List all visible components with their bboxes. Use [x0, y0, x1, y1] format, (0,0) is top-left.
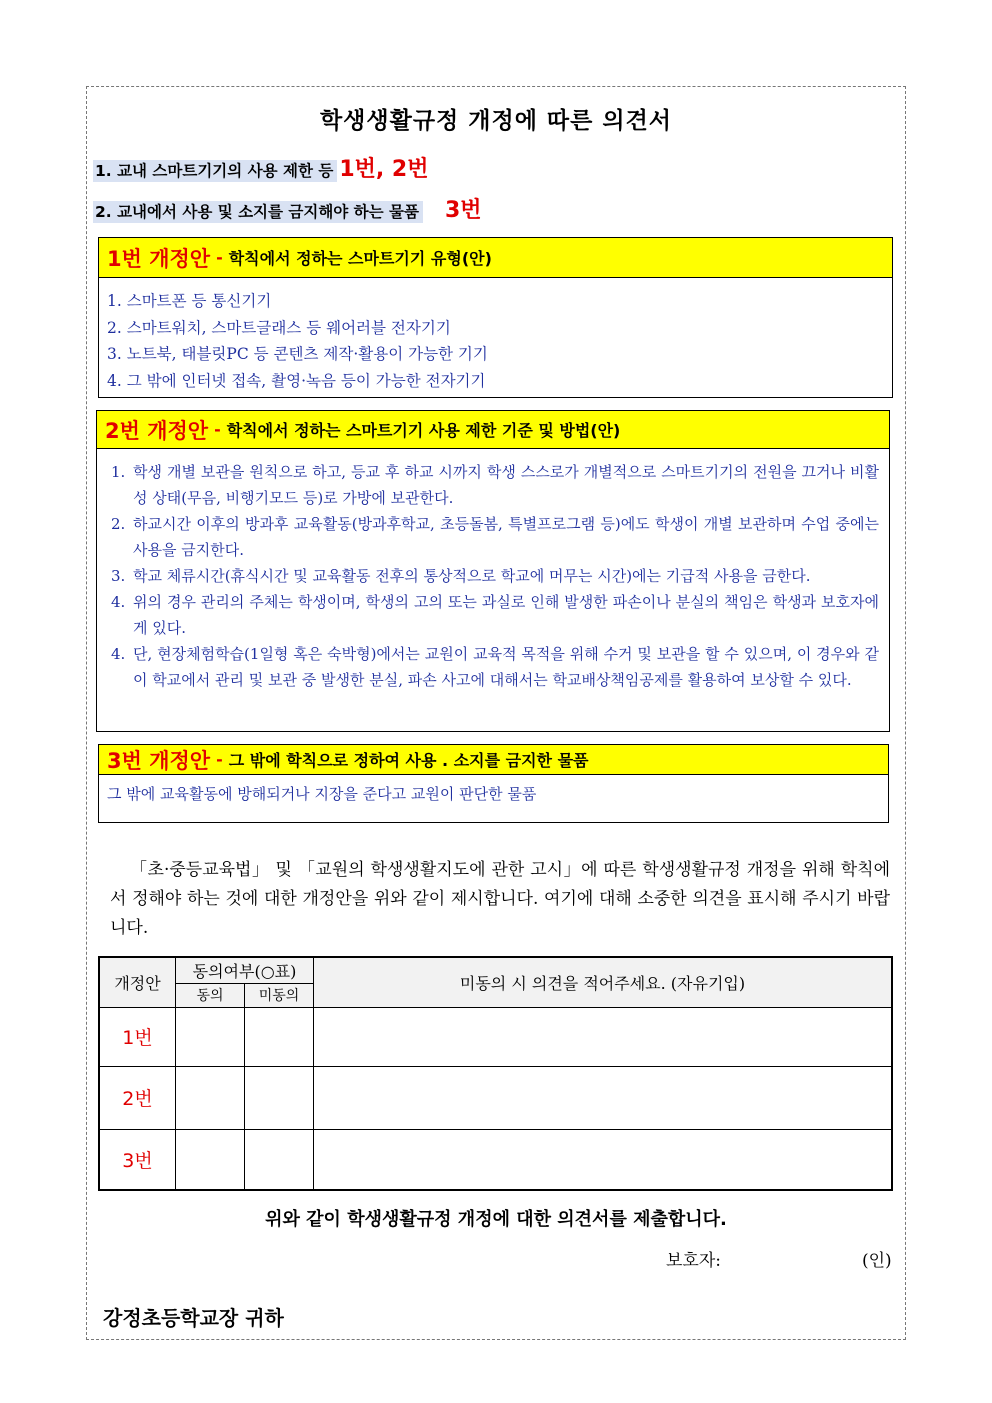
agree-cell[interactable] — [176, 1007, 245, 1066]
row-label: 3번 — [99, 1129, 176, 1190]
list-item: 3. 노트북, 태블릿PC 등 콘텐츠 제작·활용이 가능한 기기 — [107, 345, 488, 363]
document-title: 학생생활규정 개정에 따른 의견서 — [319, 108, 673, 134]
list-item-text: 단, 현장체험학습(1일형 혹은 숙박형)에서는 교원이 교육적 목적을 위해 수거 및 보관을 할 수 있으며, 이 경우와 같이 학교에서 관리 및 보관 중 발생한 분실, 파손 사고에 대해서는 학교배상책임공제를 활용하여 보상할 수 있다. — [133, 645, 879, 689]
list-item: 2. 스마트워치, 스마트글래스 등 웨어러블 전자기기 — [107, 318, 451, 337]
proposal-3-header — [99, 745, 888, 775]
proposal-1-header — [99, 238, 892, 278]
list-item — [111, 459, 879, 511]
opinion-cell[interactable] — [314, 1007, 893, 1066]
guardian-label: 보호자: — [666, 1251, 721, 1271]
proposal-3-number: 3번 개정안 — [107, 748, 211, 773]
agenda-item-nums: 3번 — [444, 198, 482, 223]
row-label: 1번 — [99, 1007, 176, 1066]
list-item-text: 학교 체류시간(휴식시간 및 교육활동 전후의 통상적으로 학교에 머무는 시간)에는 기급적 사용을 금한다. — [133, 567, 811, 585]
col-proposal-header: 개정안 — [99, 957, 176, 1007]
list-item-text: 위의 경우 관리의 주체는 학생이며, 학생의 고의 또는 과실로 인해 발생한 파손이나 분실의 책임은 학생과 보호자에게 있다. — [133, 593, 879, 637]
opinion-cell[interactable] — [314, 1066, 893, 1129]
opinion-cell[interactable] — [314, 1129, 893, 1190]
agree-cell[interactable] — [176, 1129, 245, 1190]
agenda-item-text: 1. 교내 스마트기기의 사용 제한 등 — [93, 160, 337, 182]
list-item-number: 3. — [111, 567, 126, 585]
agenda-item-2 — [93, 193, 482, 224]
proposal-2-number: 2번 개정안 — [105, 418, 209, 443]
table-row — [99, 1129, 892, 1190]
list-item-number: 4. — [111, 645, 126, 663]
proposal-1-box — [98, 237, 893, 398]
disagree-cell[interactable] — [245, 1007, 314, 1066]
table-header-row — [99, 957, 892, 983]
disagree-cell[interactable] — [245, 1066, 314, 1129]
proposal-3-box — [98, 744, 889, 823]
list-item-number: 4. — [111, 593, 126, 611]
proposal-3-dash: - — [216, 750, 223, 769]
submit-statement: 위와 같이 학생생활규정 개정에 대한 의견서를 제출합니다. — [265, 1209, 727, 1230]
list-item — [111, 589, 879, 641]
agree-cell[interactable] — [176, 1066, 245, 1129]
table-row — [99, 1007, 892, 1066]
col-disagree-header: 미동의 — [245, 983, 314, 1007]
proposal-1-dash: - — [216, 248, 223, 267]
col-consent-header: 동의여부(○표) — [176, 957, 314, 983]
list-item: 4. 그 밖에 인터넷 접속, 촬영·녹음 등이 가능한 전자기기 — [107, 371, 486, 390]
proposal-2-box — [96, 410, 890, 732]
row-label: 2번 — [99, 1066, 176, 1129]
addressee: 강정초등학교장 귀하 — [103, 1306, 284, 1330]
instruction-paragraph: 「초·중등교육법」 및 「교원의 학생생활지도에 관한 고시」에 따른 학생생활규정 개정을 위해 학칙에서 정해야 하는 것에 대한 개정안을 위와 같이 제시합니다. 여기에 대해 소중한 의견을 표시해 주시기 바랍니다. — [110, 860, 890, 938]
agenda-item-1 — [93, 152, 428, 183]
proposal-1-list — [99, 278, 892, 394]
list-item — [111, 511, 879, 563]
table-row — [99, 1066, 892, 1129]
agenda-item-nums: 1번, 2번 — [339, 157, 429, 182]
list-item-number: 2. — [111, 515, 126, 533]
list-item-text: 하교시간 이후의 방과후 교육활동(방과후학교, 초등돌봄, 특별프로그램 등)에도 학생이 개별 보관하며 수업 중에는 사용을 금지한다. — [133, 515, 879, 559]
list-item-text: 학생 개별 보관을 원칙으로 하고, 등교 후 하교 시까지 학생 스스로가 개별적으로 스마트기기의 전원을 끄거나 비활성 상태(무음, 비행기모드 등)로 가방에 보관한다. — [133, 463, 879, 507]
agenda-item-text: 2. 교내에서 사용 및 소지를 금지해야 하는 물품 — [93, 201, 423, 223]
col-opinion-header: 미동의 시 의견을 적어주세요. (자유기입) — [314, 957, 893, 1007]
proposal-1-number: 1번 개정안 — [107, 246, 211, 271]
proposal-1-title: 학칙에서 정하는 스마트기기 유형(안) — [228, 249, 492, 268]
opinion-table — [98, 956, 893, 1191]
proposal-2-list — [97, 449, 889, 693]
list-item — [111, 641, 879, 693]
list-item: 1. 스마트폰 등 통신기기 — [107, 292, 272, 310]
proposal-2-dash: - — [214, 420, 221, 439]
proposal-3-body: 그 밖에 교육활동에 방해되거나 지장을 준다고 교원이 판단한 물품 — [107, 785, 537, 803]
list-item-number: 1. — [111, 463, 126, 481]
proposal-2-header — [97, 411, 889, 449]
disagree-cell[interactable] — [245, 1129, 314, 1190]
proposal-3-title: 그 밖에 학칙으로 정하여 사용 . 소지를 금지한 물품 — [228, 751, 589, 770]
list-item — [111, 563, 879, 589]
seal-label: (인) — [862, 1251, 892, 1271]
col-agree-header: 동의 — [176, 983, 245, 1007]
proposal-2-title: 학칙에서 정하는 스마트기기 사용 제한 기준 및 방법(안) — [226, 421, 621, 440]
